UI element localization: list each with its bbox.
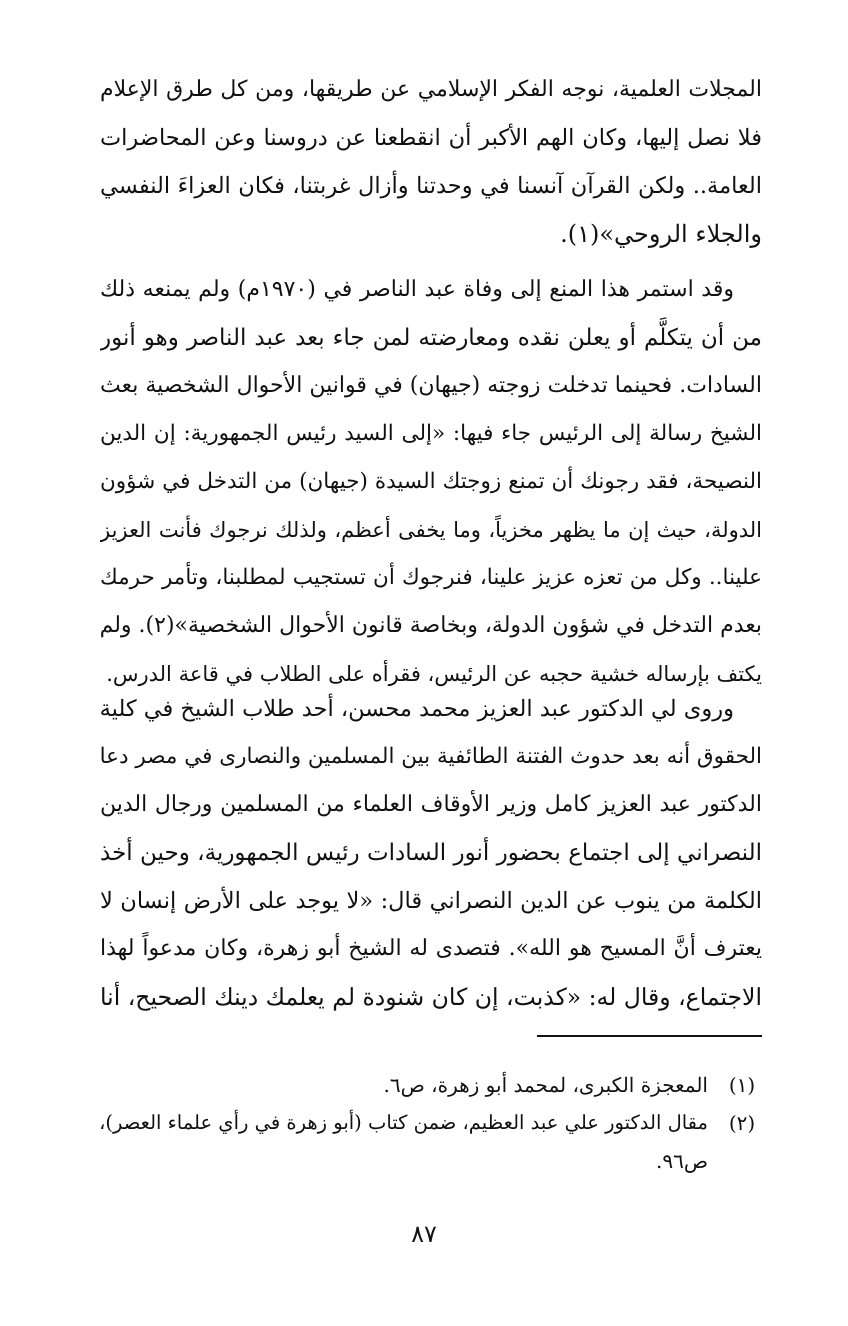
text-line: المجلات العلمية، نوجه الفكر الإسلامي عن طريقها، ومن كل طرق الإعلام [100,77,762,102]
footnote-number: (٢) [728,1111,756,1135]
footnote-number: (١) [728,1073,756,1097]
footnote-separator [537,1035,762,1037]
text-line: النصراني إلى اجتماع بحضور أنور السادات رئيس الجمهورية، وحين أخذ [100,840,762,866]
paragraph-1 [100,66,762,258]
text-line: الكلمة من ينوب عن الدين النصراني قال: «لا يوجد على الأرض إنسان لا [100,888,762,914]
footnotes [100,1066,762,1180]
text-line: الحقوق أنه بعد حدوث الفتنة الطائفية بين المسلمين والنصارى في مصر دعا [100,744,762,769]
text-line: من أن يتكلَّم أو يعلن نقده ومعارضته لمن جاء بعد عبد الناصر وهو أنور [100,325,762,351]
footnote-text: ص٩٦. [655,1149,708,1173]
footnote-text: مقال الدكتور علي عبد العظيم، ضمن كتاب (أبو زهرة في رأي علماء العصر)، [99,1111,708,1134]
footnote-2-continuation [100,1142,762,1180]
text-line: بعدم التدخل في شؤون الدولة، وبخاصة قانون الأحوال الشخصية»(٢). ولم [100,613,762,638]
text-line: فلا نصل إليها، وكان الهم الأكبر أن انقطعنا عن دروسنا وعن المحاضرات [100,125,762,151]
text-line: الاجتماع، وقال له: «كذبت، إن كان شنودة لم يعلمك دينك الصحيح، أنا [100,983,762,1011]
footnote-text: المعجزة الكبرى، لمحمد أبو زهرة، ص٦. [383,1073,708,1097]
text-line: وروى لي الدكتور عبد العزيز محمد محسن، أحد طلاب الشيخ في كلية [100,696,734,722]
paragraph-2 [100,266,762,698]
footnote-1 [100,1066,762,1104]
paragraph-3 [100,685,762,1021]
text-line: النصيحة، فقد رجونك أن تمنع زوجتك السيدة (جيهان) من التدخل في شؤون [100,469,762,494]
text-line: الشيخ رسالة إلى الرئيس جاء فيها: «إلى السيد رئيس الجمهورية: إن الدين [100,421,762,446]
text-line: السادات. فحينما تدخلت زوجته (جيهان) في قوانين الأحوال الشخصية بعث [100,373,762,398]
footnote-2 [100,1104,762,1142]
text-line: علينا.. وكل من تعزه عزيز علينا، فنرجوك أن تستجيب لمطلبنا، وتأمر حرمك [100,565,762,590]
text-line: العامة.. ولكن القرآن آنسنا في وحدتنا وأزال غربتنا، فكان العزاءَ النفسي [100,173,762,199]
text-line: يعترف أنَّ المسيح هو الله». فتصدى له الشيخ أبو زهرة، وكان مدعواً لهذا [100,936,762,961]
text-line: الدكتور عبد العزيز كامل وزير الأوقاف العلماء من المسلمين ورجال الدين [100,792,762,817]
text-line: يكتف بإرساله خشية حجبه عن الرئيس، فقرأه على الطلاب في قاعة الدرس. [106,662,762,686]
text-line: والجلاء الروحي»(١). [560,220,762,248]
text-line: الدولة، حيث إن ما يظهر مخزياً، وما يخفى أعظم، ولذلك نرجوك فأنت العزيز [100,518,762,542]
text-line: وقد استمر هذا المنع إلى وفاة عبد الناصر في (١٩٧٠م) ولم يمنعه ذلك [100,277,734,302]
page-number: ٨٧ [411,1220,437,1248]
